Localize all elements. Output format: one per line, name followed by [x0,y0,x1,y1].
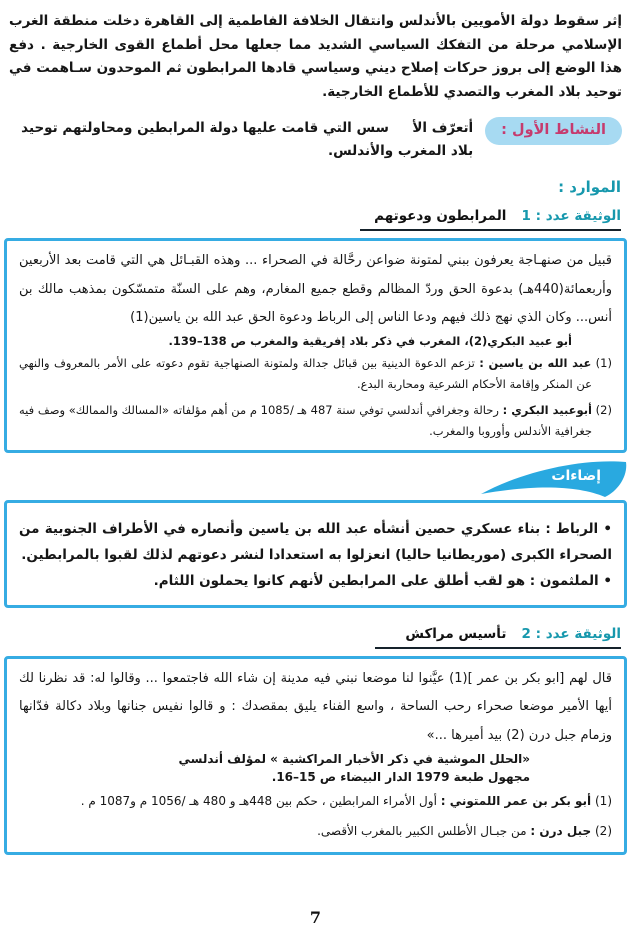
doc1-heading [0,205,621,231]
activity-row [9,117,622,163]
page-number: 7 [309,908,322,927]
doc2-footnote-1 [19,788,612,814]
doc1-body: قبيل من صنهـاجة يعرفون ببني لمتونة ضواعن رحَّالة في الصحراء ... وهذه القبـائل هي التي قامت بعد الأربعين وأربعمائة(440هـ) بدعوة الحق وردّ المظالم وقطع جميع المغارم، وهم على السنّة متمسّكون بمذهب مالك بن أنس... وكان الذي نهج ذلك فيهم ودعا الناس إلى الرباط ودعوة الحق عبد الله بن ياسين(1) [19,253,612,325]
doc2-footnote-2-num: (2) [594,824,612,838]
intro-paragraph: إثر سقوط دولة الأمويين بالأندلس وانتقال الخلافة الفاطمية إلى القاهرة دخلت منطقة الغرب الإسلامي مرحلة من التفكك السياسي الشديد مما جعلها محل أطماع القوى الخارجية . دفع هذا الوضع إلى بروز حركات إصلاح ديني وسياسي قادها المرابطون ثم الموحدون سـاهمت في توحيد بلاد المغرب والتصدي للأطماع الخارجية. [9,13,622,100]
doc1-source: أبو عبيد البكري(2)، المغرب في ذكر بلاد إفريقية والمغرب ص 138–139. [168,333,572,348]
doc1-heading-title: المرابطون ودعوتهم [374,208,507,224]
doc2-footnote-1-term: أبو بكر بن عمر اللمتوني : [440,794,592,808]
doc2-footnote-1-text: أول الأمراء المرابطين ، حكم بين 448هـ و 480 هـ /1056 م و1087 م . [80,794,437,808]
doc2-body: قال لهم [ابو بكر بن عمر ](1) عيَّنوا لنا موضعا نبني فيه مدينة إن شاء الله فاجتمعوا ... وقالوا له: قد نظرنا لك أيها الأمير موضعا صحراء رحب الساحة ، واسع الفناء يليق بمقصدك : و قالوا نفيس جنانها وبلاد دكالة فدّانها وزمام جبل درن (2) بيد أميرها ...» [19,670,612,743]
doc1-heading-underline [360,205,621,231]
doc1-footnote-2-text: رحالة وجغرافي أندلسي توفي سنة 487 هـ /1085 م من أهم مؤلفاته «المسالك والممالك» وصف فيه جغرافية الأندلس وأوروبا والمغرب. [19,402,592,438]
doc1-heading-label: الوثيقة عدد : 1 [521,208,621,224]
doc2-box [4,656,627,856]
doc1-footnote-2-term: أبوعبيد البكري : [502,402,592,417]
doc2-source-publisher: مجهول طبعة 1979 الدار البيضاء ص 15–16. [271,770,530,784]
doc1-footnote-1 [19,353,612,395]
doc2-footnote-2-text: من جبـال الأطلس الكبير بالمغرب الأقصى. [317,824,527,838]
doc2-footnote-1-num: (1) [594,794,612,808]
doc1-footnote-2-num: (2) [595,402,612,417]
definition-item-mulathamun: • الملثمون : هو لقب أطلق على المرابطين لأنهم كانوا يحملون اللثام. [153,572,612,589]
doc1-footnote-1-num: (1) [595,355,612,370]
doc2-heading-label: الوثيقة عدد : 2 [521,625,621,642]
resources-heading: الموارد : [558,178,621,196]
doc2-heading [0,623,621,649]
definition-item-ribat: • الرباط : بناء عسكري حصين أنشأه عبد الله بن ياسين وأنصاره في الأطراف الجنوبية من الصحراء الكبرى (موريطانيا حاليا) انعزلوا به استعدادا لنشر دعوتهم لذلك لقبوا بالمرابطين. [19,520,612,563]
doc1-box [4,238,627,453]
doc2-footnote-2 [19,818,612,844]
doc2-source-title: «الحلل الموشية في ذكر الأخبار المراكشية » لمؤلف أندلسي [178,752,530,766]
doc2-footnote-2-term: جبل درن : [530,824,592,838]
activity-badge: النشاط الأول : [485,117,622,145]
doc2-heading-underline [375,623,621,649]
highlights-label: إضاءات [551,467,601,484]
highlights-badge-row [0,461,629,498]
doc1-footnote-1-text: تزعم الدعوة الدينية بين قبائل جدالة ولمتونة الصنهاجية تقوم دعوته على الأمر بالمعروف والنهي عن المنكر وإقامة الأحكام الشرعية ومحاربة البدع. [19,355,592,391]
definitions-box [4,500,627,608]
doc1-footnote-2 [19,400,612,442]
doc2-heading-title: تأسيس مراكش [405,625,507,642]
activity-text: أتعرّف الأ سس التي قامت عليها دولة المرابطين ومحاولتهم توحيد بلاد المغرب والأندلس. [16,120,474,159]
doc1-footnote-1-term: عبد الله بن ياسين : [479,355,592,370]
